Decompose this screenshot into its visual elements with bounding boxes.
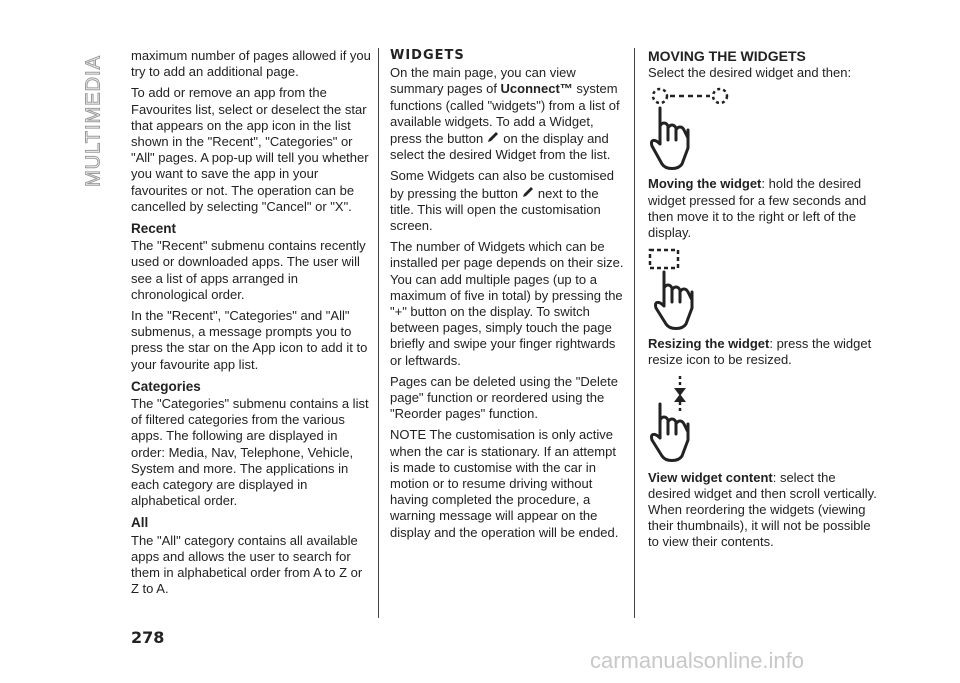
paragraph: The "Recent" submenu contains recently used or downloaded apps. The user will see a list of apps arranged in chronological order. xyxy=(131,238,366,302)
paragraph xyxy=(648,470,878,551)
text: Some Widgets can also be customised by pressing the button xyxy=(390,168,614,201)
paragraph: To add or remove an app from the Favourites list, select or deselect the star that appears on the app icon in the list shown in the "Recent", "Categories" or "All" pages. A pop-up will tell you whether you want to save the app in your favourites or not. The operation can be cancelled by selecting "Cancel" or "X". xyxy=(131,85,369,214)
text: On the main page, you can view summary pages of xyxy=(390,65,576,97)
section-tab-label: MULTIMEDIA xyxy=(82,55,105,187)
column-left xyxy=(131,48,371,603)
paragraph xyxy=(648,176,878,241)
paragraph: The number of Widgets which can be installed per page depends on their size. You can add multiple pages (up to a maximum of five in total) by pressing the "+" button on the display. To switch between pages, simply touch the page briefly and swipe your finger rightwards or leftwards. xyxy=(390,239,624,368)
view-label: View widget content xyxy=(648,469,773,485)
column-right xyxy=(648,48,878,556)
text: : hold the desired widget pressed for a few seconds and then move it to the right or left of the display. xyxy=(648,176,867,241)
paragraph: Select the desired widget and then: xyxy=(648,65,852,81)
resize-gesture-icon xyxy=(648,246,738,332)
moving-widgets-heading: MOVING THE WIDGETS xyxy=(648,48,806,64)
all-heading: All xyxy=(131,515,149,531)
scroll-gesture-icon xyxy=(648,374,738,466)
pencil-icon xyxy=(486,130,500,144)
widgets-heading: WIDGETS xyxy=(390,48,465,63)
categories-heading: Categories xyxy=(131,378,201,394)
text: : select the desired widget and then scroll vertically. When reordering the widgets (viewing their thumbnails), it will not be possible to view their contents. xyxy=(648,469,877,550)
paragraph: The "All" category contains all available apps and allows the user to search for them in alphabetical order from A to Z or Z to A. xyxy=(131,532,363,597)
drag-gesture-icon xyxy=(648,86,738,172)
resizing-label: Resizing the widget xyxy=(648,336,770,352)
paragraph: In the "Recent", "Categories" and "All" submenus, a message prompts you to press the star on the App icon to add it to your favourite app list. xyxy=(131,308,368,372)
column-middle xyxy=(390,48,625,546)
paragraph: NOTE The customisation is only active when the car is stationary. If an attempt is made to customise with the car in motion or to resume driving without having completed the procedure, a warning message will appear on the display and the operation will be ended. xyxy=(390,427,619,540)
page-number: 278 xyxy=(131,628,165,647)
moving-label: Moving the widget xyxy=(648,176,762,192)
text: : press the widget resize icon to be resized. xyxy=(648,336,872,368)
brand-name: Uconnect™ xyxy=(500,81,573,97)
paragraph: The "Categories" submenu contains a list of filtered categories from the various apps. The following are displayed in order: Media, Nav, Telephone, Vehicle, System and more. The applications in each category are displayed in alphabetical order. xyxy=(131,396,369,509)
pencil-icon xyxy=(521,185,535,199)
paragraph xyxy=(648,336,878,368)
watermark: carmanualsonline.info xyxy=(590,648,805,673)
column-divider xyxy=(634,48,635,618)
paragraph: Pages can be deleted using the "Delete page" function or reordered using the "Reorder pages" function. xyxy=(390,373,618,422)
paragraph: maximum number of pages allowed if you try to add an additional page. xyxy=(131,48,371,80)
text: system functions (called "widgets") from a list of available widgets. To add a Widget, press the button xyxy=(390,81,620,147)
text: next to the title. This will open the customisation screen. xyxy=(390,185,601,234)
paragraph xyxy=(390,168,625,234)
recent-heading: Recent xyxy=(131,221,177,237)
paragraph xyxy=(390,65,625,163)
section-tab xyxy=(82,56,106,186)
column-divider xyxy=(378,48,379,618)
text: on the display and select the desired Widget from the list. xyxy=(390,131,611,163)
